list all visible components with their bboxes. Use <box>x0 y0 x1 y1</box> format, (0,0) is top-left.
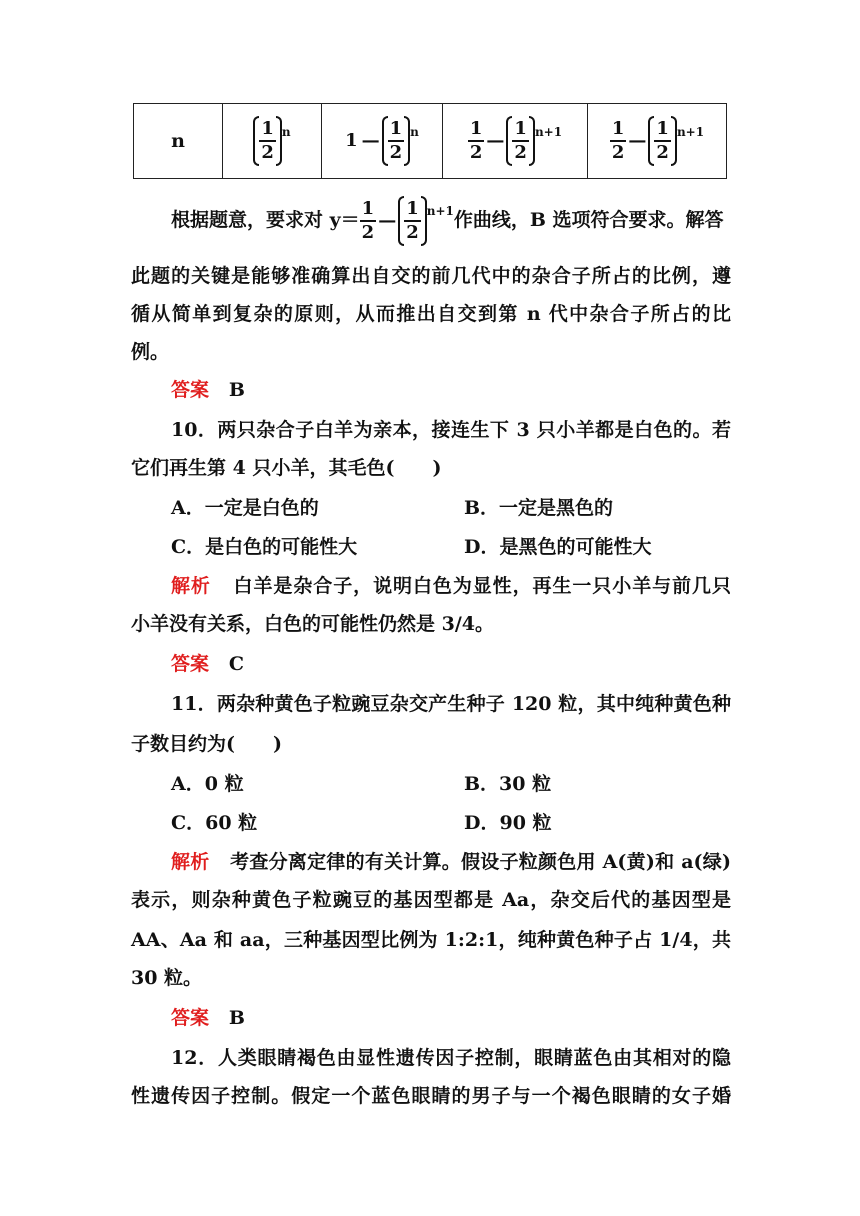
q11-option-c: C．60 粒 <box>171 812 258 834</box>
q11-line2: 子数目约为( ) <box>131 733 282 755</box>
half-power-n: $\frac{1}{2}$ <box>253 116 282 166</box>
table-cell-half-minus-1: $\frac{1}{2}$ — $\frac{1}{2}$ $^{n+1}$ <box>443 104 588 179</box>
para1-line4: 例。 <box>131 341 170 363</box>
analysis-label: 解析 <box>171 575 211 597</box>
q10-analysis-line1: 解析 白羊是杂合子，说明白色为显性，再生一只小羊与前几只 <box>171 575 731 597</box>
generation-table <box>133 103 727 179</box>
q11-analysis-line3: AA、Aa 和 aa，三种基因型比例为 1:2:1，纯种黄色种子占 1/4，共 <box>131 929 731 951</box>
q10-option-a: A．一定是白色的 <box>171 497 319 519</box>
q10-line1: 10．两只杂合子白羊为亲本，接连生下 3 只小羊都是白色的。若 <box>171 419 731 441</box>
table-cell-one-minus: 1 — $\frac{1}{2}$ $^n$ <box>322 104 443 179</box>
q10-analysis-line2: 小羊没有关系，白色的可能性仍然是 3/4。 <box>131 613 494 635</box>
para1-line1: 根据题意，要求对 y＝ $\frac{1}{2}$ — $\frac{1}{2}$ n+1 作曲线，B 选项符合要求。解答 <box>171 196 731 246</box>
formula: $\frac{1}{2}$ — $\frac{1}{2}$ n+1 <box>360 196 454 246</box>
q11-answer: 答案 B <box>171 1007 245 1029</box>
q11-line1: 11．两杂种黄色子粒豌豆杂交产生种子 120 粒，其中纯种黄色种 <box>171 693 731 715</box>
q12-line2: 性遗传因子控制。假定一个蓝色眼睛的男子与一个褐色眼睛的女子婚 <box>131 1085 731 1107</box>
q11-option-d: D．90 粒 <box>464 812 552 834</box>
q11-option-b: B．30 粒 <box>464 773 552 795</box>
para1-line2: 此题的关键是能够准确算出自交的前几代中的杂合子所占的比例，遵 <box>131 265 731 287</box>
q10-answer: 答案 C <box>171 653 244 675</box>
table <box>133 103 727 179</box>
q10-option-c: C．是白色的可能性大 <box>171 536 358 558</box>
q10-option-b: B．一定是黑色的 <box>464 497 614 519</box>
table-cell-half-minus-2: $\frac{1}{2}$ — $\frac{1}{2}$ $^{n+1}$ <box>588 104 727 179</box>
para1-line3: 循从简单到复杂的原则，从而推出自交到第 n 代中杂合子所占的比 <box>131 303 731 325</box>
q10-line2: 它们再生第 4 只小羊，其毛色( ) <box>131 457 442 479</box>
q11-analysis-line1: 解析 考查分离定律的有关计算。假设子粒颜色用 A(黄)和 a(绿) <box>171 851 731 873</box>
table-cell-n <box>134 104 223 179</box>
q11-option-a: A．0 粒 <box>171 773 244 795</box>
q9-answer: 答案 B <box>171 379 245 401</box>
q12-line1: 12．人类眼睛褐色由显性遗传因子控制，眼睛蓝色由其相对的隐 <box>171 1047 731 1069</box>
q10-option-d: D．是黑色的可能性大 <box>464 536 652 558</box>
q11-analysis-line2: 表示，则杂种黄色子粒豌豆的基因型都是 Aa，杂交后代的基因型是 <box>131 889 731 911</box>
table-row <box>134 104 727 179</box>
n-label: n <box>171 130 185 152</box>
answer-label: 答案 <box>171 379 210 401</box>
table-cell-half-pow-n: $\frac{1}{2}$ $^n$ <box>223 104 322 179</box>
q11-analysis-line4: 30 粒。 <box>131 967 203 989</box>
